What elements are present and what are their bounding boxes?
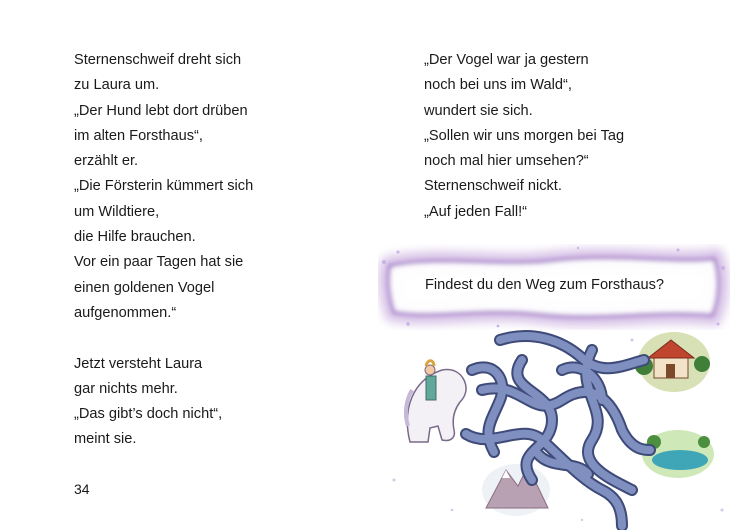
text-line: „Auf jeden Fall!“	[424, 203, 528, 220]
puzzle-prompt: Findest du den Weg zum Forsthaus?	[425, 277, 665, 293]
puzzle-banner	[378, 244, 730, 330]
text-line: noch mal hier umsehen?“	[424, 153, 589, 170]
text-line: „Der Vogel war ja gestern	[424, 52, 589, 68]
text-line: um Wildtiere,	[74, 203, 160, 220]
text-line: „Sollen wir uns morgen bei Tag	[424, 127, 625, 144]
text-line: „Der Hund lebt dort drüben	[74, 102, 248, 119]
text-line: im alten Forsthaus“,	[74, 127, 203, 144]
text-line: Vor ein paar Tagen hat sie	[74, 254, 244, 271]
right-text-column	[424, 48, 724, 225]
unicorn-rider-illustration	[406, 361, 466, 442]
text-line: „Die Försterin kümmert sich	[74, 178, 254, 195]
page-number: 34	[74, 481, 90, 497]
text-line: Jetzt versteht Laura	[74, 355, 203, 372]
text-line: erzählt er.	[74, 153, 139, 170]
text-line: aufgenommen.“	[74, 304, 177, 321]
left-text-column	[74, 48, 334, 453]
text-line: meint sie.	[74, 431, 137, 448]
maze-illustration	[382, 330, 732, 530]
text-line: noch bei uns im Wald“,	[424, 77, 572, 94]
text-line: Sternenschweif nickt.	[424, 178, 562, 195]
mountain-illustration	[482, 464, 550, 516]
paragraph-1	[74, 48, 334, 326]
text-line: einen goldenen Vogel	[74, 279, 215, 296]
text-line: „Das gibt’s doch nicht“,	[74, 406, 223, 423]
text-line: gar nichts mehr.	[74, 380, 178, 397]
text-line: Sternenschweif dreht sich	[74, 52, 242, 68]
paragraph-gap	[74, 326, 334, 351]
text-line: zu Laura um.	[74, 77, 160, 94]
paragraph-2	[74, 352, 334, 453]
text-line: wundert sie sich.	[424, 102, 533, 119]
text-line: die Hilfe brauchen.	[74, 229, 196, 246]
